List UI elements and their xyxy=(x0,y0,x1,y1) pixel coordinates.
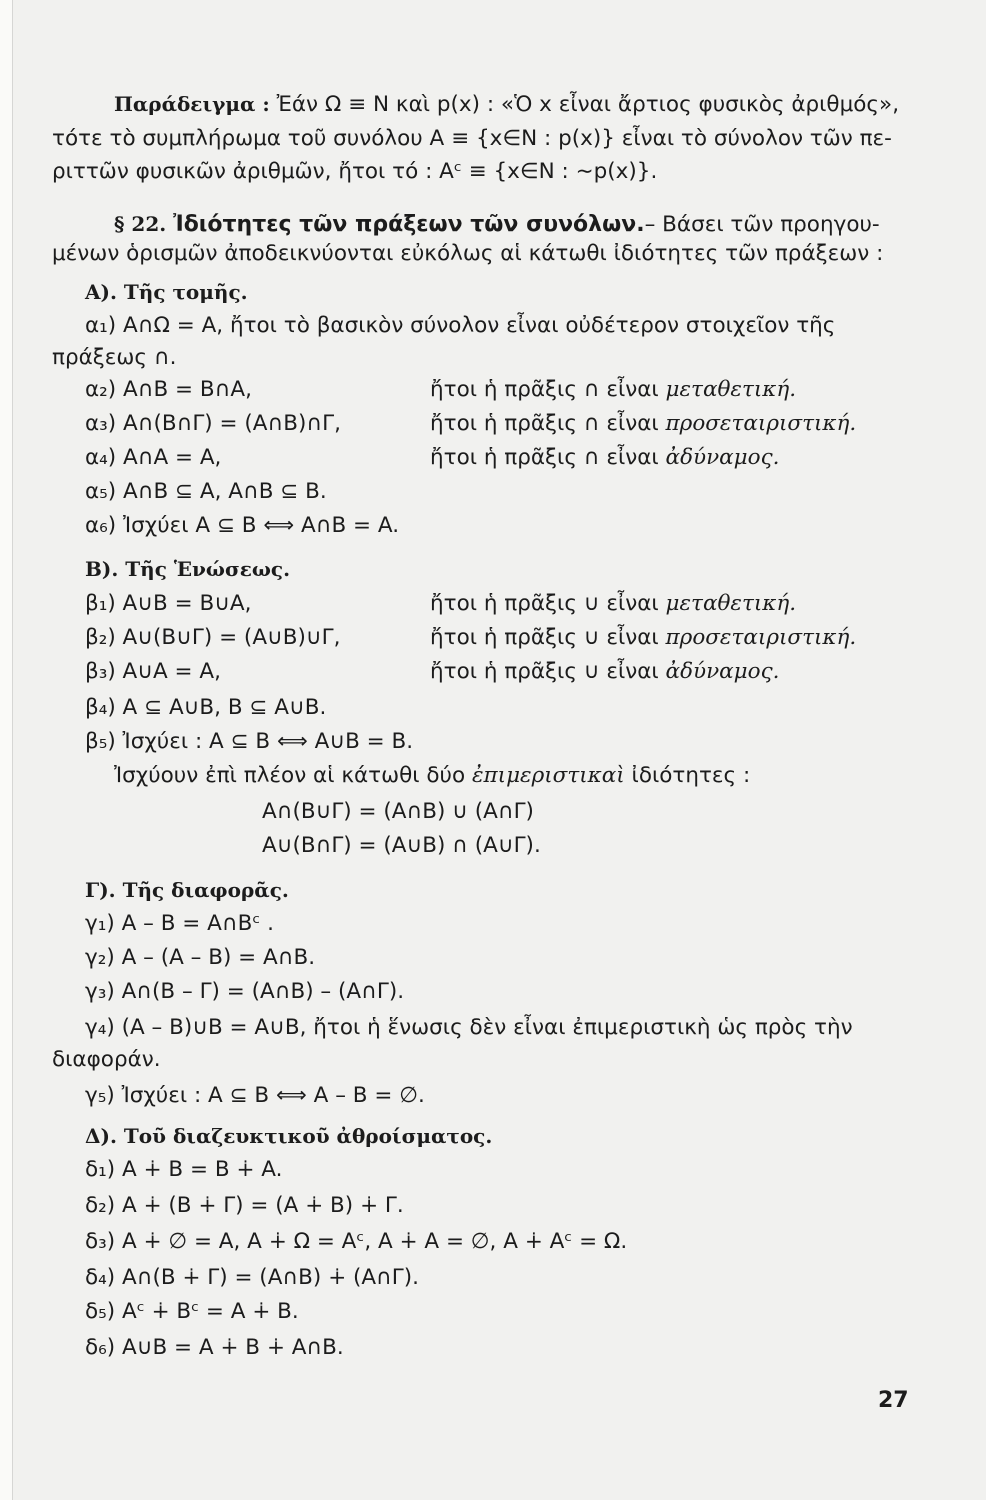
beta1 xyxy=(85,590,905,618)
alpha4-note xyxy=(430,444,779,472)
distributive-intro-pre: Ἰσχύουν ἐπὶ πλέον αἱ κάτωθι δύο xyxy=(114,763,472,788)
alpha6: α₆) Ἰσχύει A ⊆ B ⟺ A∩B = A. xyxy=(85,513,400,538)
gamma1: γ₁) A – B = A∩Bᶜ . xyxy=(85,911,274,936)
beta1-formula: β₁) A∪B = B∪A, xyxy=(85,591,252,616)
beta2-note xyxy=(430,624,856,652)
alpha2-note-text: ἤτοι ἡ πρᾶξις ∩ εἶναι xyxy=(430,377,666,402)
beta2-formula: β₂) A∪(B∪Γ) = (A∪B)∪Γ, xyxy=(85,625,341,650)
beta3-property: ἀδύναμος. xyxy=(665,659,780,684)
distributive-intro xyxy=(114,762,750,790)
beta1-property: μεταθετική. xyxy=(665,591,797,616)
alpha1-line-2: πράξεως ∩. xyxy=(52,345,177,370)
example-line-3: ριττῶν φυσικῶν ἀριθμῶν, ἤτοι τό : Aᶜ ≡ {x∈N : ∼p(x)}. xyxy=(52,159,658,184)
alpha3-property: προσεταιριστική. xyxy=(665,411,857,436)
alpha3 xyxy=(85,410,905,438)
alpha4 xyxy=(85,444,905,472)
beta1-note xyxy=(430,590,796,618)
gamma3: γ₃) A∩(B – Γ) = (A∩B) – (A∩Γ). xyxy=(85,979,405,1004)
section-heading xyxy=(114,210,880,239)
delta4: δ₄) A∩(B ∔ Γ) = (A∩B) ∔ (A∩Γ). xyxy=(85,1265,419,1290)
gamma2: γ₂) A – (A – B) = A∩B. xyxy=(85,945,316,970)
union-heading: B). Τῆς Ἑνώσεως. xyxy=(85,557,291,581)
beta2-property: προσεταιριστική. xyxy=(665,625,857,650)
alpha2 xyxy=(85,376,905,404)
beta1-note-text: ἤτοι ἡ πρᾶξις ∪ εἶναι xyxy=(430,591,666,616)
delta6: δ₆) A∪B = A ∔ B ∔ A∩B. xyxy=(85,1335,344,1360)
alpha3-note xyxy=(430,410,856,438)
gamma4-line-2: διαφοράν. xyxy=(52,1047,161,1072)
alpha4-formula: α₄) A∩A = A, xyxy=(85,445,222,470)
beta3-note xyxy=(430,658,779,686)
example-text: Ἐάν Ω ≡ N καὶ p(x) : «Ὁ x εἶναι ἄρτιος φυσικὸς ἀριθμός», xyxy=(276,92,900,117)
example-line-2: τότε τὸ συμπλήρωμα τοῦ συνόλου A ≡ {x∈N : p(x)} εἶναι τὸ σύνολον τῶν πε- xyxy=(52,126,892,151)
distributive-word: ἐπιμεριστικαὶ xyxy=(471,763,625,788)
section-intro-1: – Βάσει τῶν προηγου- xyxy=(644,212,880,237)
delta1: δ₁) A ∔ B = B ∔ A. xyxy=(85,1157,283,1182)
page-edge xyxy=(0,0,13,1500)
beta3 xyxy=(85,658,905,686)
alpha1-line-1: α₁) A∩Ω = A, ἤτοι τὸ βασικὸν σύνολον εἶναι οὐδέτερον στοιχεῖον τῆς xyxy=(85,313,836,338)
beta3-formula: β₃) A∪A = A, xyxy=(85,659,221,684)
difference-heading: Γ). Τῆς διαφορᾶς. xyxy=(85,878,289,902)
delta2: δ₂) A ∔ (B ∔ Γ) = (A ∔ B) ∔ Γ. xyxy=(85,1193,404,1218)
beta2-note-text: ἤτοι ἡ πρᾶξις ∪ εἶναι xyxy=(430,625,666,650)
delta3: δ₃) A ∔ ∅ = A, A ∔ Ω = Aᶜ, A ∔ A = ∅, A ∔ Aᶜ = Ω. xyxy=(85,1229,628,1254)
beta2 xyxy=(85,624,905,652)
distributive-law-1: A∩(B∪Γ) = (A∩B) ∪ (A∩Γ) xyxy=(262,799,534,824)
intersection-heading: A). Τῆς τομῆς. xyxy=(85,280,248,304)
alpha4-note-text: ἤτοι ἡ πρᾶξις ∩ εἶναι xyxy=(430,445,666,470)
page-number: 27 xyxy=(878,1388,909,1413)
delta5: δ₅) Aᶜ ∔ Bᶜ = A ∔ B. xyxy=(85,1299,299,1324)
distributive-law-2: A∪(B∩Γ) = (A∪B) ∩ (A∪Γ). xyxy=(262,833,541,858)
alpha2-note xyxy=(430,376,796,404)
section-number: § 22. xyxy=(114,212,167,236)
beta4: β₄) A ⊆ A∪B, B ⊆ A∪B. xyxy=(85,695,327,720)
alpha3-formula: α₃) A∩(B∩Γ) = (A∩B)∩Γ, xyxy=(85,411,341,436)
distributive-intro-post: ἰδιότητες : xyxy=(624,763,751,788)
gamma4-line-1: γ₄) (A – B)∪B = A∪B, ἤτοι ἡ ἕνωσις δὲν εἶναι ἐπιμεριστικὴ ὡς πρὸς τὴν xyxy=(85,1015,853,1040)
symmetric-sum-heading: Δ). Τοῦ διαζευκτικοῦ ἀθροίσματος. xyxy=(85,1124,493,1148)
alpha5: α₅) A∩B ⊆ A, A∩B ⊆ B. xyxy=(85,479,327,504)
section-title: Ἰδιότητες τῶν πράξεων τῶν συνόλων. xyxy=(173,212,645,237)
example-line-1 xyxy=(114,90,899,119)
gamma5: γ₅) Ἰσχύει : A ⊆ B ⟺ A – B = ∅. xyxy=(85,1083,425,1108)
alpha3-note-text: ἤτοι ἡ πρᾶξις ∩ εἶναι xyxy=(430,411,666,436)
beta3-note-text: ἤτοι ἡ πρᾶξις ∪ εἶναι xyxy=(430,659,666,684)
section-intro-2: μένων ὁρισμῶν ἀποδεικνύονται εὐκόλως αἱ κάτωθι ἰδιότητες τῶν πράξεων : xyxy=(52,241,884,266)
alpha2-formula: α₂) A∩B = B∩A, xyxy=(85,377,252,402)
beta5: β₅) Ἰσχύει : A ⊆ B ⟺ A∪B = B. xyxy=(85,729,414,754)
alpha2-property: μεταθετική. xyxy=(665,377,797,402)
alpha4-property: ἀδύναμος. xyxy=(665,445,780,470)
example-label: Παράδειγμα : xyxy=(114,92,270,116)
